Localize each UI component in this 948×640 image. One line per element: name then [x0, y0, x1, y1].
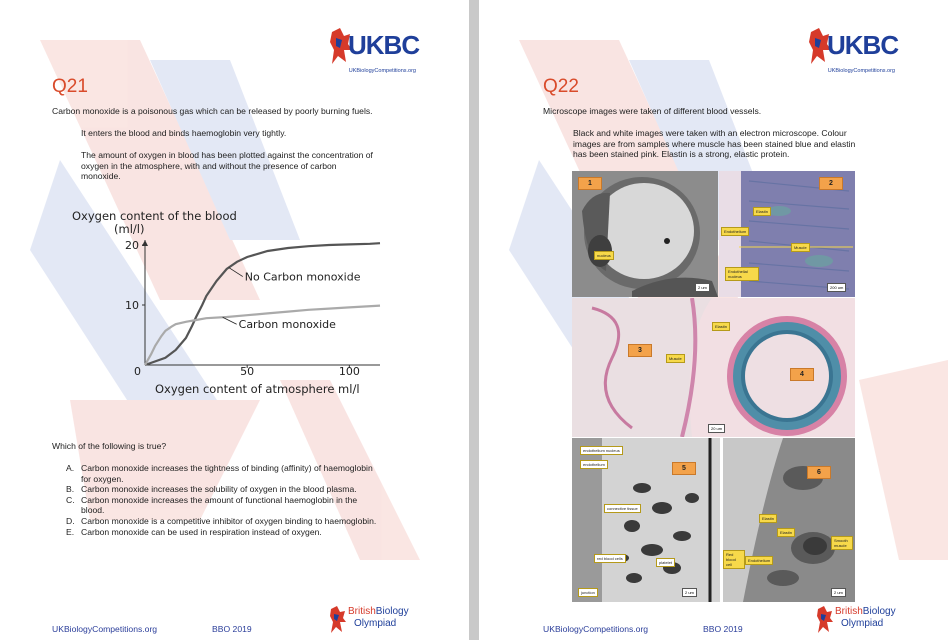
question-title: Q21	[52, 76, 88, 97]
micrograph-6	[723, 438, 855, 602]
ukbc-url: UKBiologyCompetitions.org	[827, 68, 895, 74]
label-elastin: Elastin	[712, 322, 730, 331]
label-elastin-1: Elastin	[759, 514, 777, 523]
paragraph-line: images are from samples where muscle has been stained blue and elastin	[573, 138, 856, 149]
label-elastin-2: Elastin	[777, 528, 795, 537]
panel-number-3: 3	[628, 344, 652, 357]
option-d[interactable]: D. Carbon monoxide is a competitive inhibitor of oxygen binding to haemoglobin.	[66, 515, 377, 526]
option-a[interactable]: A. Carbon monoxide increases the tightness of binding (affinity) of haemoglobin for oxygen.	[66, 463, 373, 484]
x-tick-label: 50	[240, 365, 255, 378]
ukbc-logo	[809, 28, 899, 78]
panel-number: 5	[672, 462, 696, 475]
answer-options	[66, 463, 436, 537]
footer-site[interactable]: UKBiologyCompetitions.org	[543, 624, 649, 634]
paragraph-2	[81, 150, 373, 182]
panel-number: 1	[578, 177, 602, 190]
paragraph-line: has been stained pink. Elastin is a strong, elastic protein.	[573, 149, 790, 160]
footer-site[interactable]: UKBiologyCompetitions.org	[52, 624, 158, 634]
label-endothelium: Endothelium	[745, 556, 773, 565]
bbo-logo	[817, 604, 917, 634]
y-axis-label-line2: (ml/l)	[114, 222, 145, 236]
label-red-blood-cell: Red blood cell	[723, 550, 745, 569]
intro-text: Microscope images were taken of different blood vessels.	[543, 106, 762, 116]
ukbc-logo	[330, 28, 420, 78]
oxygen-chart	[0, 200, 469, 435]
paragraph-2-line: oxygen in the atmosphere, with and without the presence of carbon	[81, 160, 337, 171]
intro-text: Carbon monoxide is a poisonous gas which can be released by poorly burning fuels.	[52, 106, 373, 116]
scale-bar: 2 um	[695, 283, 710, 292]
label-muscle: Muscle	[666, 354, 685, 363]
micrograph-6-image	[723, 438, 855, 602]
label-endothelial-nucleus: Endothelial nucleus	[725, 267, 759, 281]
micrograph-5	[572, 438, 720, 602]
footer-event: BBO 2019	[212, 624, 252, 634]
series-carbon-monoxide	[145, 306, 380, 365]
y-tick-label: 10	[125, 299, 139, 312]
paragraph	[573, 128, 855, 160]
bbo-logo	[330, 604, 430, 634]
x-tick-label: 100	[338, 365, 360, 378]
scale-bar: 2 um	[682, 588, 697, 597]
scale-bar: 20 um	[708, 424, 725, 433]
bbo-line1: BritishBiology	[835, 606, 896, 617]
bbo-line2: Olympiad	[354, 618, 397, 629]
label-platelet: platelet	[656, 558, 675, 567]
bbo-line1: BritishBiology	[348, 606, 409, 617]
ukbc-url: UKBiologyCompetitions.org	[348, 68, 416, 74]
label-red-blood-cells: red blood cells	[594, 554, 626, 563]
annotation-leader	[223, 317, 237, 324]
annotation-leader	[229, 268, 243, 277]
panel-number: 6	[807, 466, 831, 479]
paragraph-line: Black and white images were taken with an electron microscope. Colour	[573, 128, 847, 138]
annotation-label: Carbon monoxide	[238, 318, 336, 332]
lion-icon	[817, 606, 833, 634]
ukbc-wordmark: UKBC	[348, 30, 420, 60]
series-no-carbon-monoxide	[145, 243, 380, 365]
bbo-line2: Olympiad	[841, 618, 884, 629]
y-axis-label-line1: Oxygen content of the blood	[72, 209, 237, 223]
label-endothelium: endothelium	[580, 460, 608, 469]
label-muscle: Muscle	[791, 243, 810, 252]
x-axis-label: Oxygen content of atmosphere ml/l	[155, 382, 360, 396]
label-connective-tissue: connective tissue	[604, 504, 641, 513]
scale-bar: 2 um	[831, 588, 846, 597]
panel-number-4: 4	[790, 368, 814, 381]
footer-event: BBO 2019	[703, 624, 743, 634]
page-q21	[0, 0, 469, 640]
label-junction: junction	[578, 588, 598, 597]
origin-label: 0	[134, 365, 141, 378]
panel-number: 2	[819, 177, 843, 190]
question-prompt: Which of the following is true?	[52, 441, 167, 451]
lion-icon	[330, 606, 346, 634]
label-endothelium: Endothelium	[721, 227, 749, 236]
paragraph-1: It enters the blood and binds haemoglobin very tightly.	[81, 128, 287, 138]
label-smooth-muscle: Smooth muscle	[831, 536, 853, 550]
question-title: Q22	[543, 76, 579, 97]
ukbc-wordmark: UKBC	[827, 30, 899, 60]
micrograph-3-4	[572, 298, 855, 437]
option-e[interactable]: E. Carbon monoxide can be used in respiration instead of oxygen.	[66, 526, 322, 537]
label-nucleus: nucleus	[594, 251, 614, 260]
option-b[interactable]: B. Carbon monoxide increases the solubility of oxygen in the blood plasma.	[66, 484, 357, 495]
label-endothelium-nucleus: endothelium nucleus	[580, 446, 623, 455]
paragraph-2-line: The amount of oxygen in blood has been plotted against the concentration of	[81, 150, 373, 160]
y-tick-label: 20	[125, 239, 139, 252]
micrograph-2	[719, 171, 855, 297]
label-elastin: Elastin	[753, 207, 771, 216]
annotation-label: No Carbon monoxide	[244, 270, 361, 284]
paragraph-2-line: monoxide.	[81, 171, 121, 182]
page-q22	[479, 0, 948, 640]
scale-bar: 200 um	[827, 283, 846, 292]
option-c[interactable]: C. Carbon monoxide increases the amount of functional haemoglobin in the blood.	[66, 494, 358, 516]
micrograph-1	[572, 171, 718, 297]
